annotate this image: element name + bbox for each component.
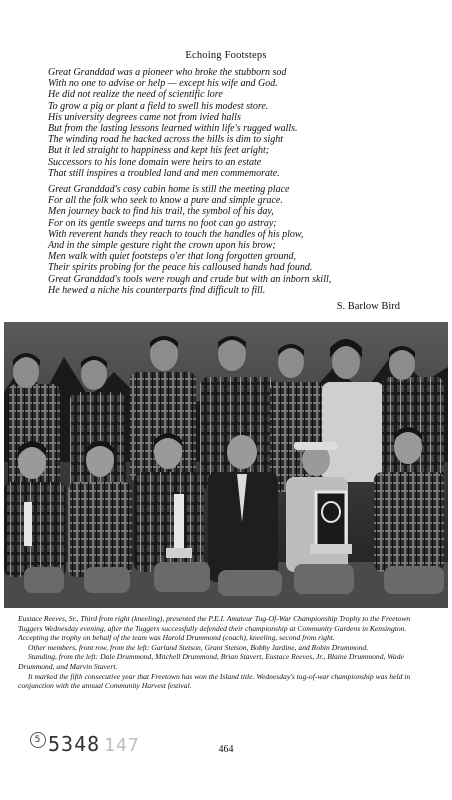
poem-line: With reverent hands they reach to touch the handles of his plow, bbox=[48, 228, 304, 240]
poem-author: S. Barlow Bird bbox=[336, 301, 400, 312]
poem-line: He did not realize the need of scientific lore bbox=[48, 89, 223, 101]
poem-line: But from the lasting lessons learned within life's rugged walls. bbox=[48, 122, 298, 134]
poem-line: For all the folk who seek to know a pure and simple grace. bbox=[48, 195, 283, 207]
poem-title: Echoing Footsteps bbox=[185, 50, 267, 61]
poem-line: Men journey back to find his trail, the symbol of his day, bbox=[48, 206, 274, 218]
team-photo bbox=[4, 322, 448, 608]
poem-stanza-1 bbox=[48, 67, 428, 179]
caption-paragraph: Other members, front row, from the left: Garland Stetson, Grant Stetson, Bobby Jardine, and Robin Drummond. bbox=[28, 642, 369, 652]
poem-line: He hewed a niche his counterparts find difficult to fill. bbox=[48, 284, 266, 296]
poem-line: Successors to his lone domain were heirs to an estate bbox=[48, 156, 262, 168]
poem-line: His university degrees came not from ivied halls bbox=[48, 111, 241, 123]
caption-paragraph: Standing, from the left: Dale Drummond, Mitchell Drummond, Brian Stavert, Eustace Reeves, Jr., Blaine Drummond, Wade Drummond, and Marvin Stavert. bbox=[18, 652, 404, 671]
poem-line: Great Granddad's cosy cabin home is still the meeting place bbox=[48, 184, 290, 195]
poem-line: And in the simple gesture right the crown upon his brow; bbox=[48, 239, 276, 251]
poem-line: For on its gentle sweeps and turns no foot can go astray; bbox=[48, 217, 277, 229]
stamp-circle-mark: 5 bbox=[30, 732, 46, 748]
poem-line: Great Granddad was a pioneer who broke the stubborn sod bbox=[48, 67, 287, 78]
page-number: 464 bbox=[218, 744, 234, 755]
stamp-number: 5348 bbox=[48, 732, 101, 756]
poem-line: With no one to advise or help — except his wife and God. bbox=[48, 78, 278, 90]
poem-line: Great Granddad's tools were rough and crude but with an inborn skill, bbox=[48, 273, 332, 285]
photo-caption bbox=[18, 614, 436, 691]
poem-line: That still inspires a troubled land and men commemorate. bbox=[48, 167, 280, 179]
poem-line: Their spirits probing for the peace his calloused hands had found. bbox=[48, 262, 313, 274]
caption-paragraph: Eustace Reeves, Sr., Third from right (kneeling), presented the P.E.I. Amateur Tug-Of-War Championship Trophy to the Freetown Tuggers Wednesday evening, after the Tuggers successfully defended their championship at Community Gardens in Kensington. Accepting the trophy on behalf of the team was Harold Drummond (coach), kneeling, second from right. bbox=[18, 614, 411, 643]
poem-line: But it led straight to happiness and kept his feet aright; bbox=[48, 145, 270, 157]
poem-line: To grow a pig or plant a field to swell his modest store. bbox=[48, 100, 269, 112]
poem-line: The winding road he hacked across the hills is dim to sight bbox=[48, 134, 284, 146]
caption-paragraph: It marked the fifth consecutive year that Freetown has won the Island title. Wednesday's tug-of-war championship was held in conjunction with the annual Community Harvest festival. bbox=[18, 671, 411, 691]
stamp-faint-number: 147 bbox=[104, 735, 140, 756]
poem-line: Men walk with quiet footsteps o'er that long forgotten ground, bbox=[48, 251, 297, 263]
poem-stanza-2 bbox=[48, 184, 428, 296]
